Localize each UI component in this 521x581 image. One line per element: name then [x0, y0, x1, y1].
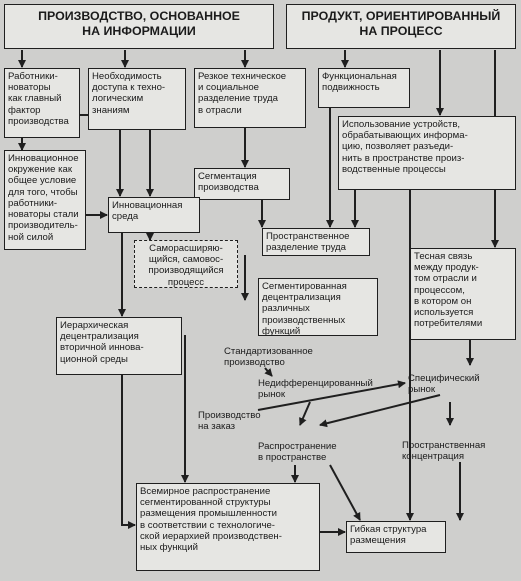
box-tech-knowledge-access: Необходимость доступа к техно- логическим знаниям — [88, 68, 186, 130]
title-process-oriented-product: ПРОДУКТ, ОРИЕНТИРОВАННЫЙ НА ПРОЦЕСС — [286, 4, 516, 49]
box-innovation-environment: Инновационная среда — [108, 197, 200, 233]
label-standardized-production: Стандартизованное производство — [224, 346, 313, 369]
label-spatial-spread: Распространение в пространстве — [258, 441, 337, 464]
box-hierarchical-decentralization: Иерархическая децентрализация вторичной иннова- ционной среды — [56, 317, 182, 375]
box-spatial-division-of-labor: Пространственное разделение труда — [262, 228, 370, 256]
box-functional-mobility: Функциональная подвижность — [318, 68, 410, 108]
label-custom-production: Производство на заказ — [198, 410, 261, 433]
box-segmented-decentralization: Сегментированная децентрализация различных производственных функций — [258, 278, 378, 336]
box-flexible-structure: Гибкая структура размещения — [346, 521, 446, 553]
box-innovator-workers: Работники- новаторы как главный фактор производства — [4, 68, 80, 138]
box-innovation-environment-condition: Инновационное окружение как общее условие для того, чтобы работники- новаторы стали производитель- ной силой — [4, 150, 86, 250]
box-device-use: Использование устройств, обрабатывающих информа- цию, позволяет разъеди- нить в пространстве произ- водственные процессы — [338, 116, 516, 190]
arrow — [122, 375, 135, 525]
label-undifferentiated-market: Недифференцированный рынок — [258, 378, 373, 401]
box-worldwide-spread: Всемирное распространение сегментированной структуры размещения промышленности в соответствии с технологиче- ской иерархией производствен- ных функций — [136, 483, 320, 571]
box-division-of-labor: Резкое техническое и социальное разделение труда в отрасли — [194, 68, 306, 128]
label-specific-market: Специфический рынок — [408, 373, 480, 396]
arrow — [330, 465, 360, 520]
title-information-based-production: ПРОИЗВОДСТВО, ОСНОВАННОЕ НА ИНФОРМАЦИИ — [4, 4, 274, 49]
arrow — [300, 402, 310, 425]
box-production-segmentation: Сегментация производства — [194, 168, 290, 200]
box-close-link: Тесная связь между продук- том отрасли и процессом, в котором он используется потребителями — [410, 248, 516, 340]
box-self-expanding-process: Саморасширяю- щийся, самовос- производящийся процесс — [134, 240, 238, 288]
label-spatial-concentration: Пространственная концентрация — [402, 440, 486, 463]
arrow — [265, 368, 272, 376]
